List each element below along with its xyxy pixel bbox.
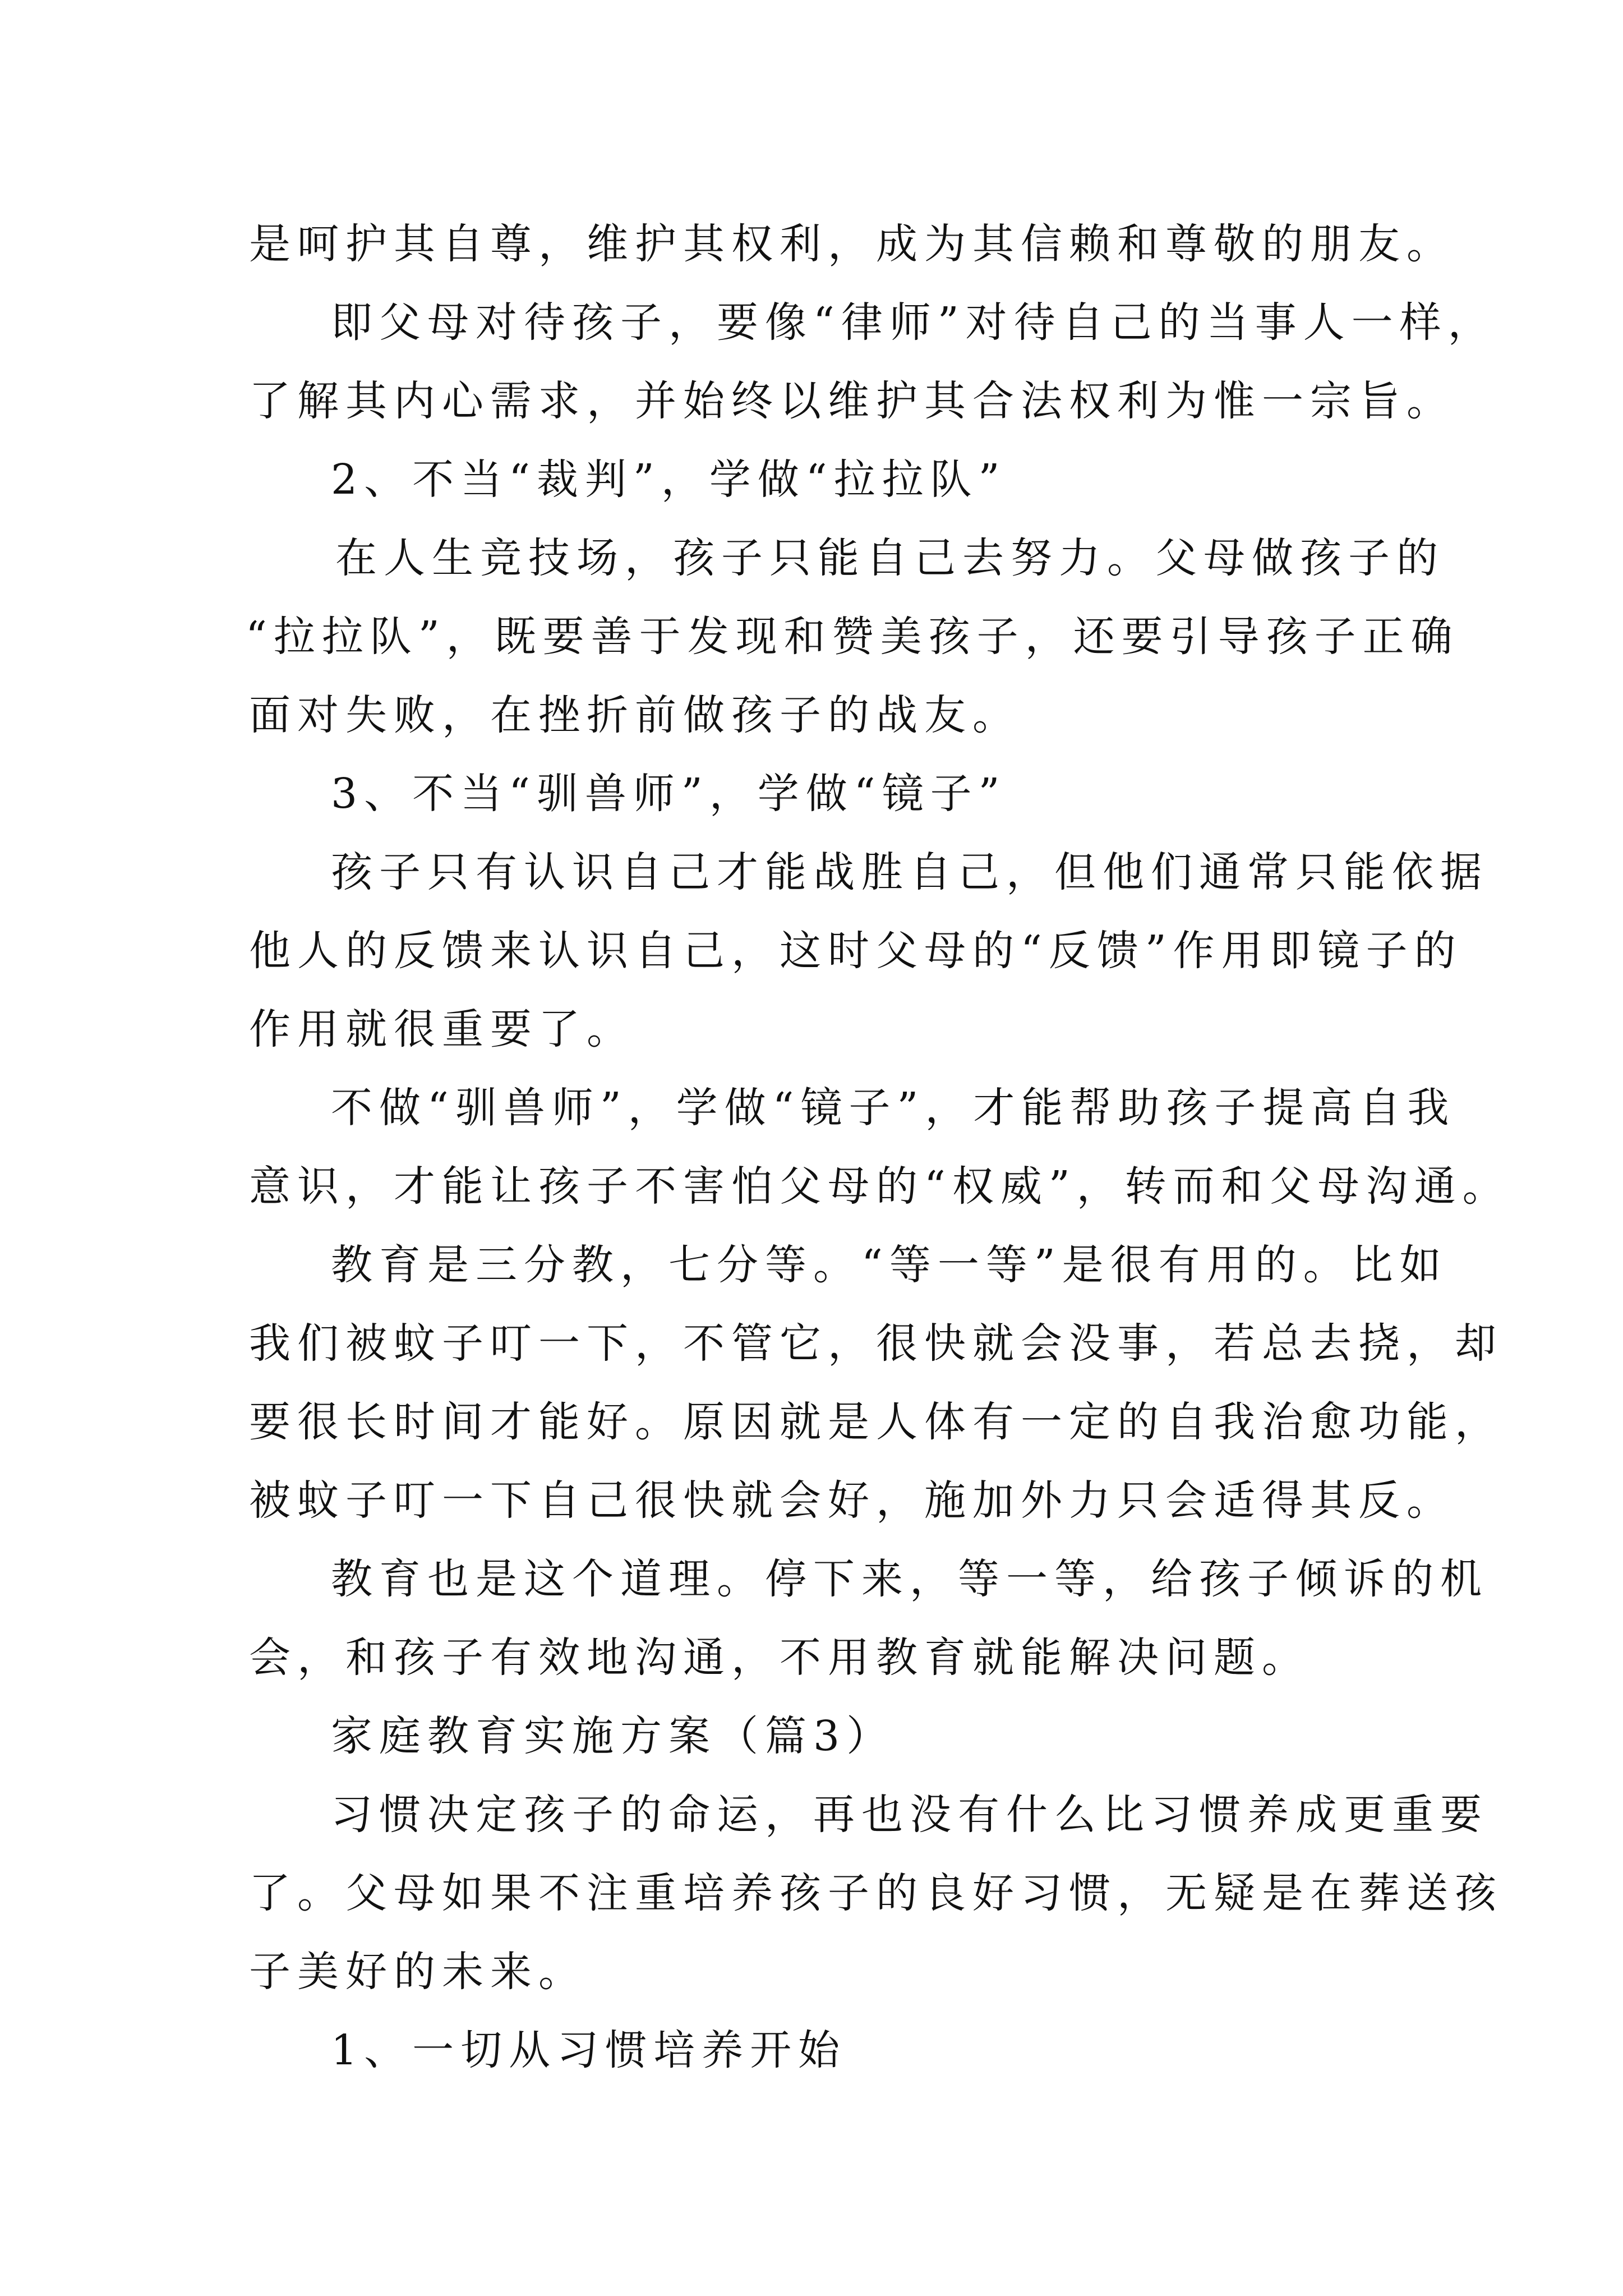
paragraph-line: 在人生竞技场，孩子只能自己去努力。父母做孩子的 [335,534,1445,582]
section-heading: 2、不当“裁判”，学做“拉拉队” [331,455,1007,504]
paragraph-line: 不做“驯兽师”，学做“镜子”，才能帮助孩子提高自我 [331,1084,1456,1132]
paragraph-line: 了。父母如果不注重培养孩子的良好习惯，无疑是在葬送孩 [249,1869,1503,1917]
paragraph-line: 子美好的未来。 [249,1948,587,1996]
paragraph-line: 作用就很重要了。 [249,1005,635,1053]
paragraph-line: 教育也是这个道理。停下来，等一等，给孩子倾诉的机 [331,1555,1488,1603]
paragraph-line: 即父母对待孩子，要像“律师”对待自己的当事人一样， [331,298,1496,347]
section-heading: 3、不当“驯兽师”，学做“镜子” [331,770,1007,818]
paragraph-line: 习惯决定孩子的命运，再也没有什么比习惯养成更重要 [331,1791,1488,1839]
paragraph-line: 要很长时间才能好。原因就是人体有一定的自我治愈功能， [249,1398,1503,1446]
section-heading: 1、一切从习惯培养开始 [331,2026,847,2074]
paragraph-line: 了解其内心需求，并始终以维护其合法权利为惟一宗旨。 [249,377,1455,425]
paragraph-line: 孩子只有认识自己才能战胜自己，但他们通常只能依据 [331,848,1488,896]
paragraph-line: 会，和孩子有效地沟通，不用教育就能解决问题。 [249,1634,1310,1682]
paragraph-line: 被蚊子叮一下自己很快就会好，施加外力只会适得其反。 [249,1476,1455,1525]
paragraph-line: 面对失败，在挫折前做孩子的战友。 [249,691,1021,739]
paragraph-line: 是呵护其自尊，维护其权利，成为其信赖和尊敬的朋友。 [249,220,1455,268]
paragraph-line: 教育是三分教，七分等。“等一等”是很有用的。比如 [331,1241,1448,1289]
section-title: 家庭教育实施方案（篇3） [331,1712,895,1760]
paragraph-line: 我们被蚊子叮一下，不管它，很快就会没事，若总去挠，却 [249,1319,1503,1368]
paragraph-line: 意识，才能让孩子不害怕父母的“权威”，转而和父母沟通。 [249,1162,1511,1211]
paragraph-line: “拉拉队”，既要善于发现和赞美孩子，还要引导孩子正确 [246,613,1459,661]
paragraph-line: 他人的反馈来认识自己，这时父母的“反馈”作用即镜子的 [249,927,1463,975]
